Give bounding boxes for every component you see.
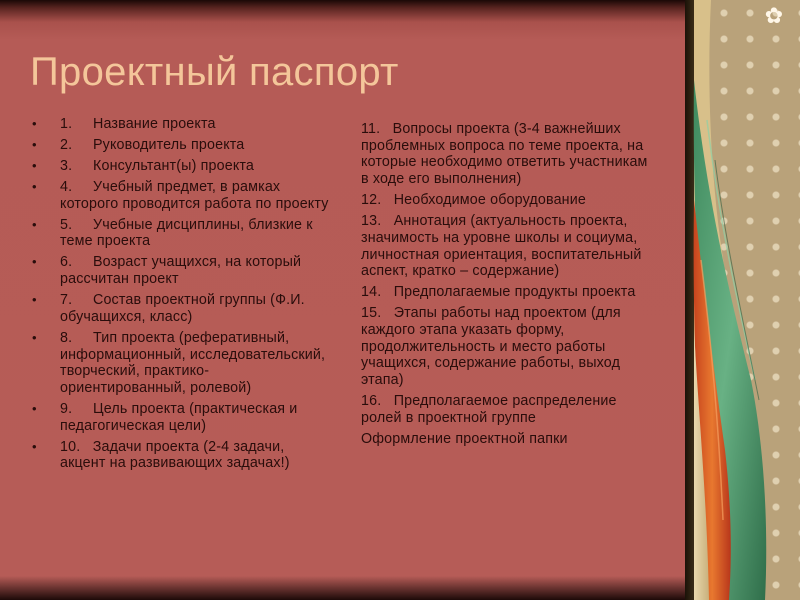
list-item — [361, 121, 651, 188]
list-item-text: 8. Тип проекта (реферативный, информационный, исследовательский, творческий, практико-ориентированный, ролевой) — [60, 329, 330, 396]
list-item — [32, 116, 332, 133]
list-item-text: 12. Необходимое оборудование — [361, 192, 586, 209]
list-item — [32, 401, 332, 434]
list-item-text: 10. Задачи проекта (2-4 задачи, акцент на развивающих задачах!) — [60, 438, 290, 472]
list-item-text: 3. Консультант(ы) проекта — [60, 158, 255, 174]
decorative-panel — [685, 0, 800, 600]
list-item-text: 6. Возраст учащихся, на который рассчитан проект — [60, 254, 306, 288]
list-item — [361, 284, 651, 301]
list-item-text: Оформление проектной папки — [361, 430, 568, 447]
list-item-text: 14. Предполагаемые продукты проекта — [361, 284, 636, 301]
list-item-text: 1. Название проекта — [60, 116, 216, 132]
page-title: Проектный паспорт — [30, 50, 399, 94]
list-item — [361, 393, 651, 426]
flower-emblem-icon: ✿ — [764, 3, 784, 28]
list-item — [32, 330, 332, 397]
list-item — [361, 213, 651, 280]
list-item — [361, 192, 651, 209]
list-item — [32, 439, 332, 472]
list-item-text: 11. Вопросы проекта (3-4 важнейших проблемных вопроса по теме проекта, на которые необходимо ответить участникам в ходе его выполнения) — [361, 121, 652, 188]
list-item-text: 9. Цель проекта (практическая и педагогическая цели) — [60, 400, 302, 434]
list-item — [361, 431, 651, 448]
list-item-text: 4. Учебный предмет, в рамках которого проводится работа по проекту — [60, 179, 329, 212]
right-item-list — [361, 121, 651, 452]
list-item-text: 2. Руководитель проекта — [60, 137, 245, 153]
list-item — [32, 292, 332, 325]
left-item-list — [32, 116, 332, 476]
list-item — [32, 179, 332, 212]
list-item-text: 13. Аннотация (актуальность проекта, значимость на уровне школы и социума, личностная ориентация, воспитательный аспект, кратко – содержание) — [361, 213, 646, 280]
list-item-text: 7. Состав проектной группы (Ф.И. обучащихся, класс) — [60, 292, 309, 325]
list-item — [361, 305, 651, 389]
list-item — [32, 158, 332, 175]
list-item-text: 16. Предполагаемое распределение ролей в проектной группе — [361, 393, 621, 426]
list-item — [32, 137, 332, 154]
list-item-text: 5. Учебные дисциплины, близкие к теме проекта — [60, 216, 317, 250]
list-item — [32, 254, 332, 287]
list-item — [32, 217, 332, 250]
list-item-text: 15. Этапы работы над проектом (для каждого этапа указать форму, продолжительность и место работы учащихся, содержание работы, выход этапа) — [361, 305, 625, 389]
curtain-drape-graphic — [685, 0, 800, 600]
